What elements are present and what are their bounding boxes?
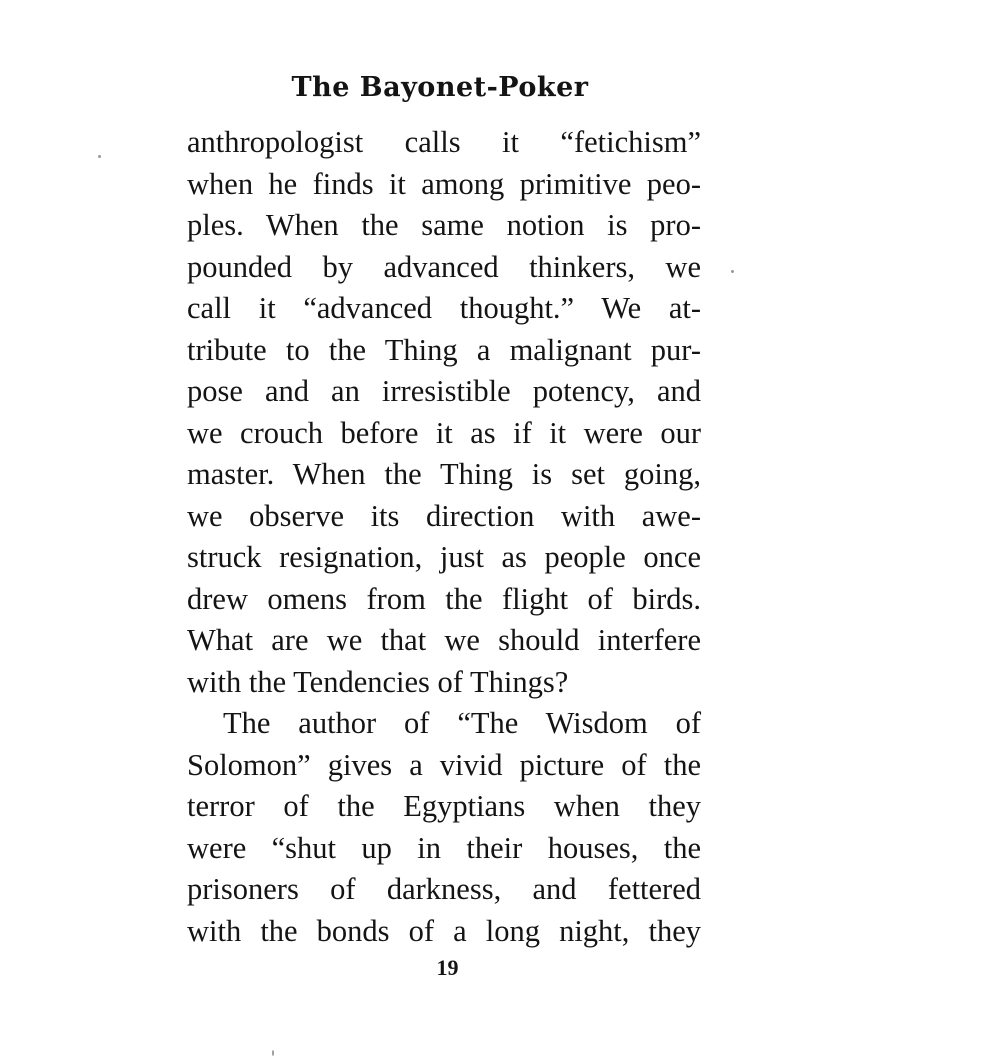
text-line: prisoners of darkness, and fettered [187,872,701,906]
text-line: were “shut up in their houses, the [187,830,701,865]
text-line: anthropologist calls it “fetichism” [187,125,701,159]
text-line: we observe its direction with awe- [187,498,701,533]
paragraph-end-line: with the Tendencies of Things? [187,664,569,699]
text-line: terror of the Egyptians when they [187,789,701,823]
page-number: 19 [436,955,459,980]
scan-speck [731,270,734,273]
text-line: pounded by advanced thinkers, we [187,249,701,284]
text-line: tribute to the Thing a malignant pur- [187,332,701,367]
text-line: Solomon” gives a vivid picture of the [187,747,701,782]
text-line: with the bonds of a long night, they [187,913,701,948]
paragraph-start-line: The author of “The Wisdom of [223,706,701,740]
body-text [187,122,701,952]
text-line: pose and an irresistible potency, and [187,374,701,408]
text-line: What are we that we should interfere [187,623,701,657]
text-line: master. When the Thing is set going, [187,457,701,491]
text-line: drew omens from the flight of birds. [187,581,701,616]
running-head: The Bayonet-Poker [291,72,589,103]
text-line: when he finds it among primitive peo- [187,166,701,201]
scan-speck [272,1050,274,1056]
text-line: struck resignation, just as people once [187,540,701,574]
scan-speck [98,155,101,158]
text-line: ples. When the same notion is pro- [187,208,701,242]
text-line: call it “advanced thought.” We at- [187,291,701,325]
text-line: we crouch before it as if it were our [187,415,701,450]
